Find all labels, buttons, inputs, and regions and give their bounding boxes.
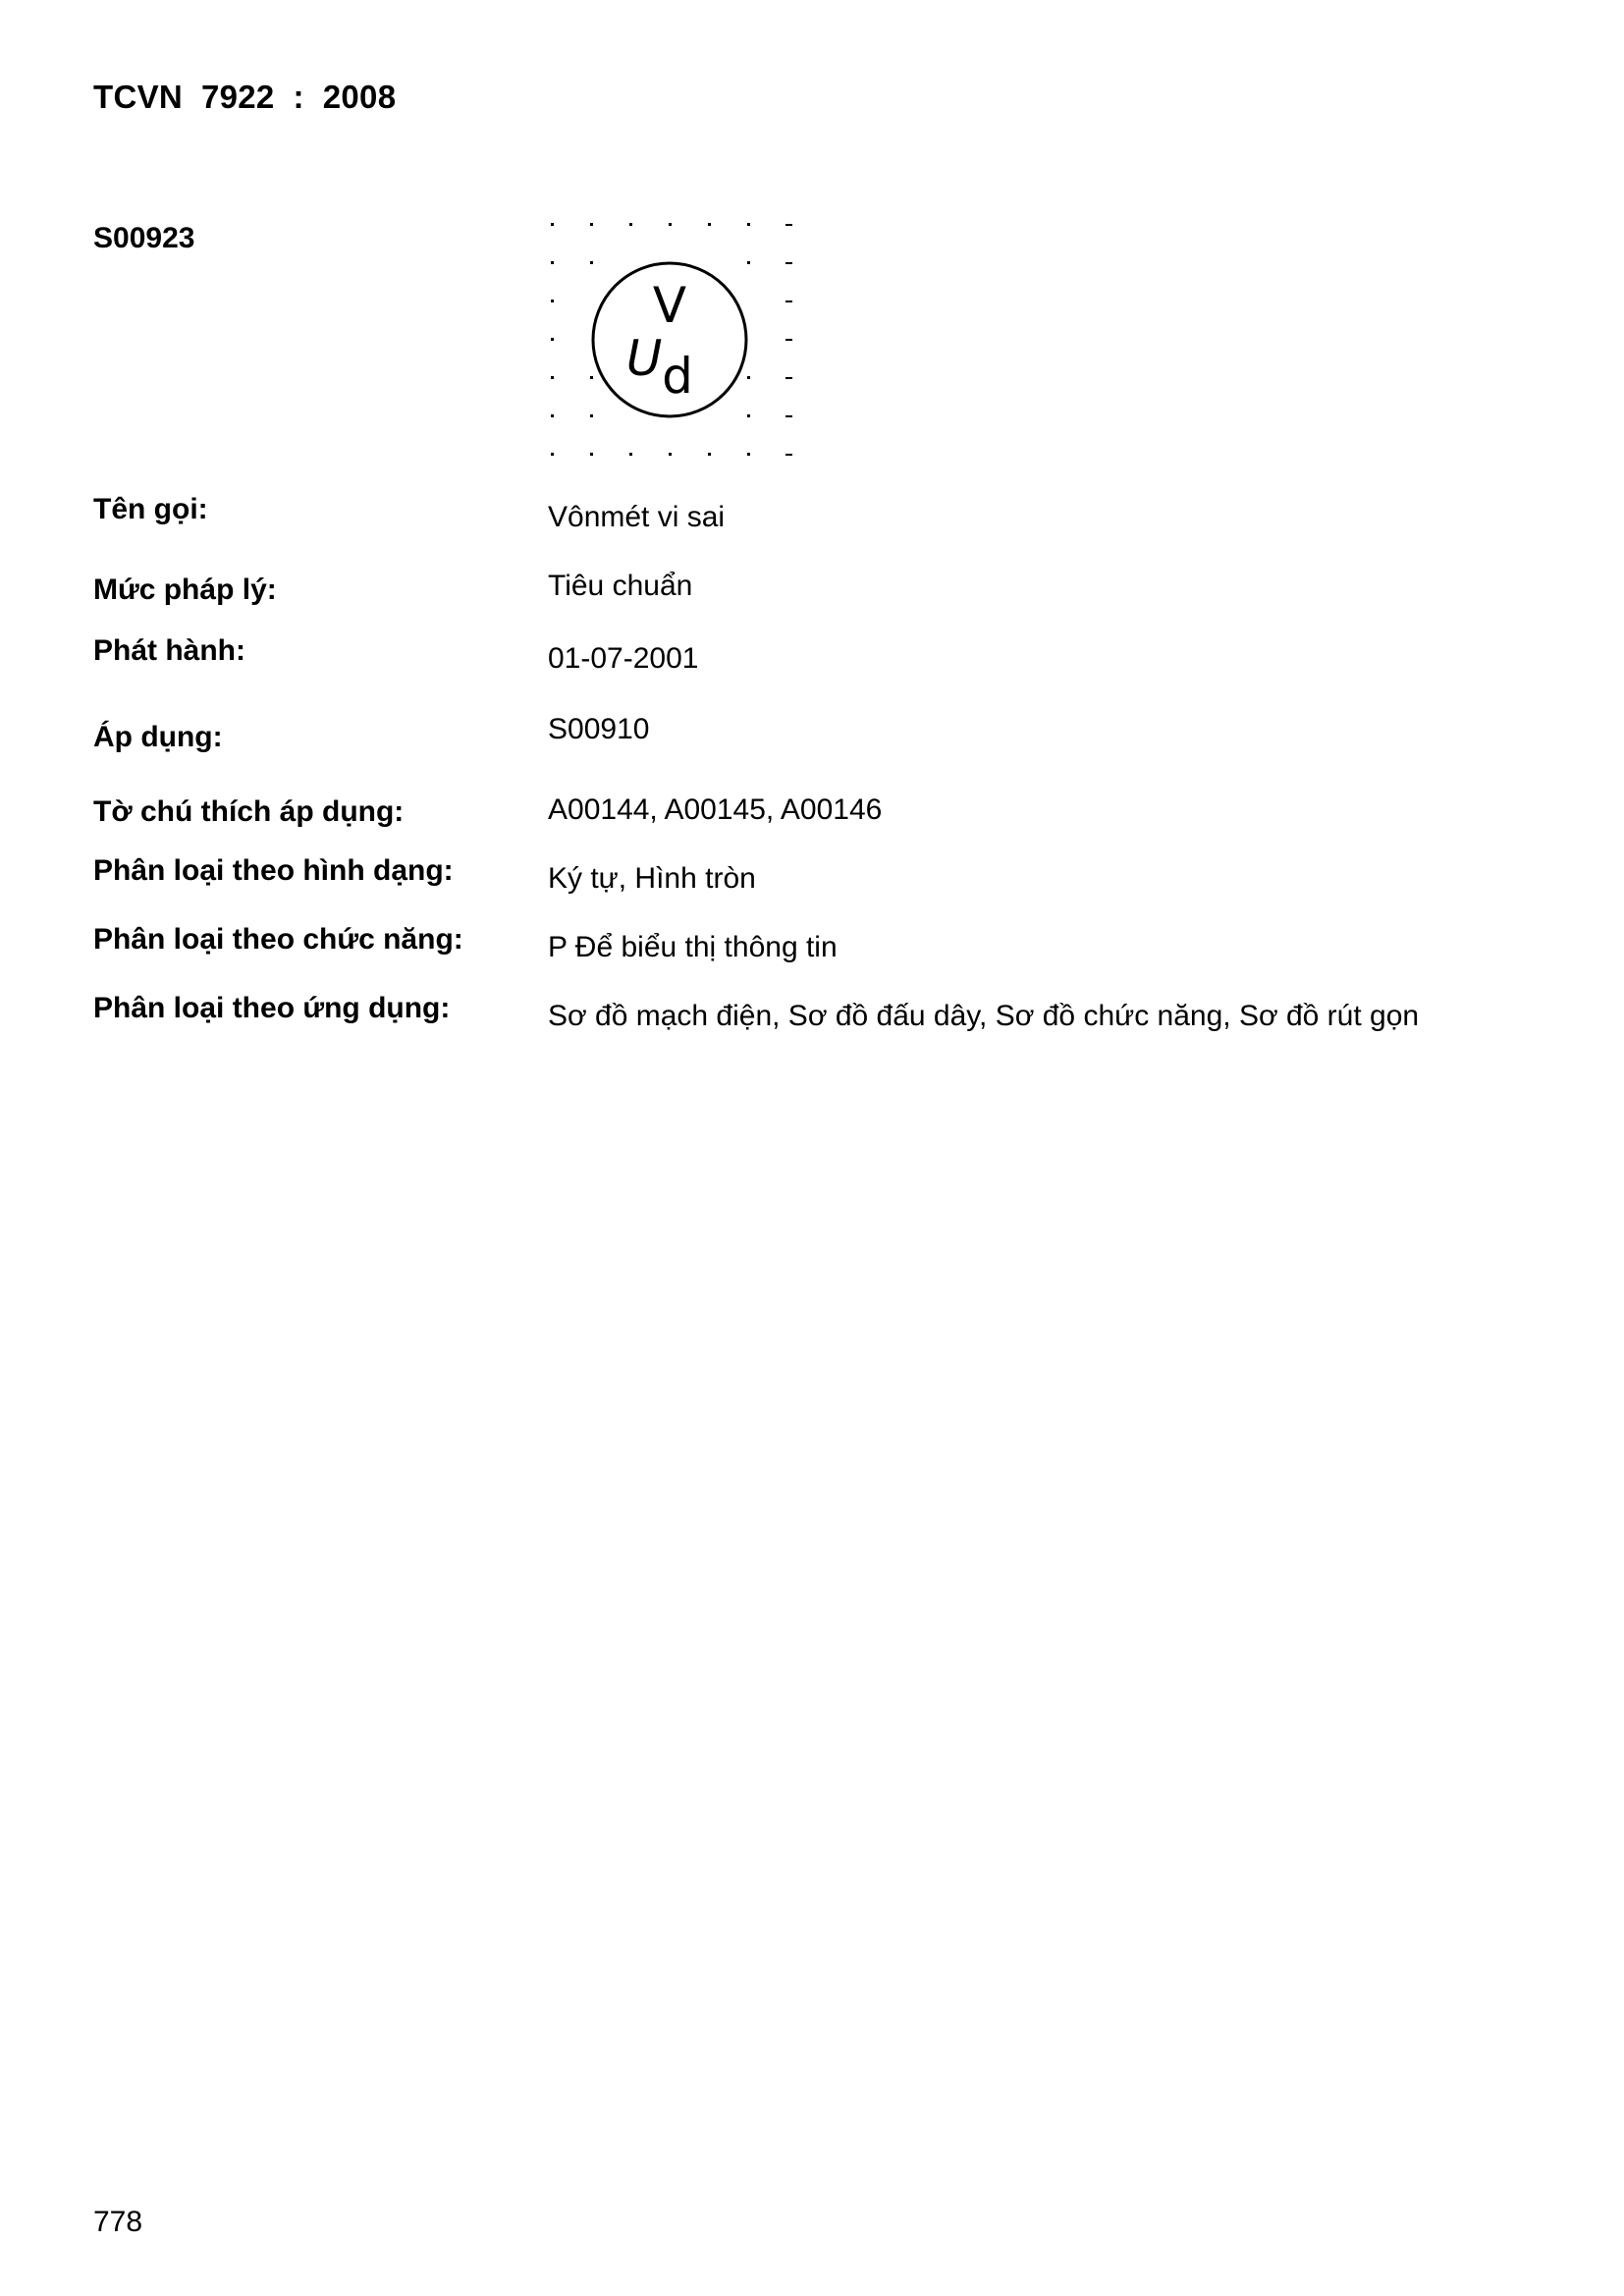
field-label: Phân loại theo ứng dụng: — [93, 992, 451, 1024]
field-row-application-notes — [0, 790, 1624, 839]
symbol-glyph-main: U — [625, 330, 663, 387]
field-label: Phân loại theo chức năng: — [93, 923, 463, 956]
page-number: 778 — [93, 2206, 143, 2238]
field-label: Phân loại theo hình dạng: — [93, 854, 454, 887]
field-value: A00144, A00145, A00146 — [548, 793, 883, 826]
field-row-name — [0, 491, 1624, 540]
field-value: Tiêu chuẩn — [548, 570, 693, 602]
field-label: Phát hành: — [93, 634, 245, 667]
field-row-application-classification — [0, 988, 1624, 1037]
field-row-legal-level — [0, 568, 1624, 617]
symbol-glyph-subscript: d — [662, 348, 693, 405]
field-value: Sơ đồ mạch điện, Sơ đồ đấu dây, Sơ đồ chức năng, Sơ đồ rút gọn — [548, 1000, 1420, 1032]
symbol-id: S00923 — [93, 222, 195, 254]
symbol-glyph-top: V — [652, 277, 687, 334]
field-value: Vônmét vi sai — [548, 501, 726, 533]
field-row-shape-classification — [0, 850, 1624, 900]
field-value: 01-07-2001 — [548, 642, 699, 675]
field-row-release-date — [0, 632, 1624, 682]
field-value: S00910 — [548, 713, 650, 745]
differential-voltmeter-symbol — [542, 216, 807, 471]
grid-dots — [551, 223, 792, 456]
field-row-applies-to — [0, 707, 1624, 756]
field-row-function-classification — [0, 919, 1624, 968]
document-standard-code: TCVN 7922 : 2008 — [93, 79, 397, 115]
field-value: Ký tự, Hình tròn — [548, 862, 756, 895]
field-value: P Để biểu thị thông tin — [548, 931, 838, 963]
field-label: Tờ chú thích áp dụng: — [93, 795, 405, 828]
field-label: Tên gọi: — [93, 493, 208, 525]
field-label: Mức pháp lý: — [93, 574, 277, 606]
field-label: Áp dụng: — [93, 721, 223, 753]
